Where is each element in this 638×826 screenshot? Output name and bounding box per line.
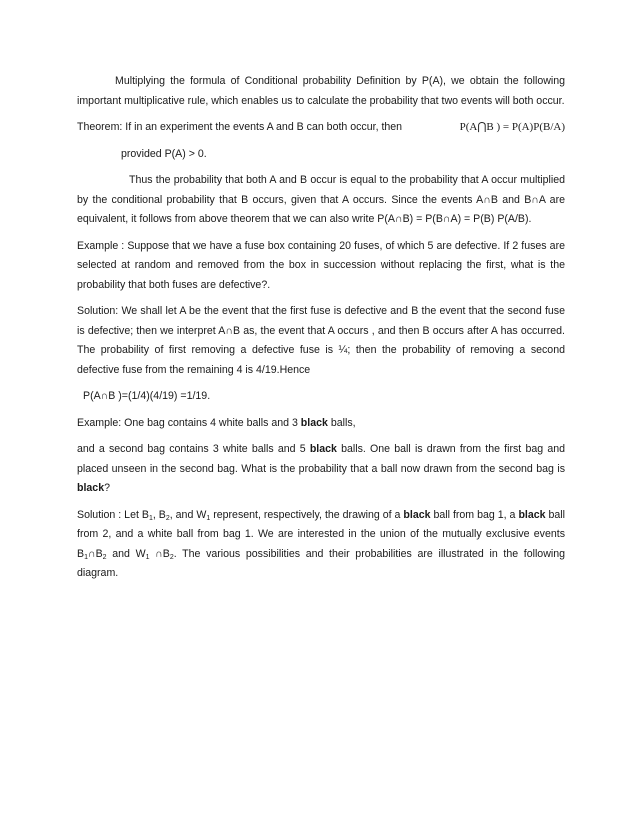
second-bag-text-a: and a second bag contains 3 white balls and 5 [77, 443, 310, 455]
second-bag-text-b: balls. One ball is drawn from the first bag and placed unseen in the second bag. What is the probability that a ball now drawn from the second bag is [77, 443, 565, 475]
example-fuse-paragraph: Example : Suppose that we have a fuse box containing 20 fuses, of which 5 are defective. If 2 fuses are selected at random and removed from the box in succession without replacing the first, what is the probability that both fuses are defective?. [77, 239, 565, 291]
sol-t8: and W [106, 547, 146, 560]
sol-t1: Solution : Let B [77, 508, 149, 521]
thus-paragraph: Thus the probability that both A and B occur is equal to the probability that A occur multiplied by the conditional probability that B occurs, given that A occurs. Since the events A∩B and B∩A are equivalent, it follows from above theorem that we can also write P(A∩B) = P(B∩A) = P(B) P(A/B). [77, 174, 565, 225]
sol-s5: 2 [102, 553, 107, 561]
sol-t4: represent, respectively, the drawing of a [210, 508, 404, 521]
solution-fuse-paragraph: Solution: We shall let A be the event that the first fuse is defective and B the event that the second fuse is defective; then we interpret A∩B as, the event that A occurs , and then B occurs after A has occurred. The probability of first removing a defective fuse is ¼; then the probability of removing a second defective fuse from the remaining 4 is 4/19.Hence [77, 305, 565, 376]
sol-s1: 1 [148, 514, 153, 522]
sol-s7: 2 [169, 553, 174, 561]
sol-t6: ball from 2, and a white ball from bag 1. We are interested in the union of the mutually exclusive events B [77, 508, 565, 560]
sol-t9: ∩B [149, 547, 170, 560]
theorem-condition: provided P(A) > 0. [121, 147, 207, 160]
sol-t2: , B [152, 508, 166, 521]
theorem-text: Theorem: If in an experiment the events A and B can both occur, then [77, 121, 403, 133]
sol-s4: 1 [84, 553, 88, 561]
example-bag-paragraph [77, 414, 565, 434]
example-bag-bold: black [300, 416, 328, 429]
second-bag-text-c: ? [104, 482, 110, 494]
sol-t3: , and W [169, 508, 207, 521]
sol-t10: . The various possibilities and their probabilities are illustrated in the following diagram. [77, 547, 565, 579]
solution-bag-paragraph [77, 506, 565, 584]
second-bag-paragraph [77, 440, 565, 499]
theorem-formula: P(A⋂B ) = P(A)P(B/A) [459, 121, 565, 133]
sol-t5: ball from bag 1, a [430, 508, 519, 521]
intro-paragraph: Multiplying the formula of Conditional probability Definition by P(A), we obtain the following important multiplicative rule, which enables us to calculate the probability that two events will both occur. [77, 75, 565, 107]
sol-s3: 1 [206, 514, 211, 522]
sol-s2: 2 [165, 514, 170, 522]
second-bag-bold-b: black [77, 482, 105, 494]
sol-bold1: black [403, 508, 431, 521]
example-bag-end: balls, [327, 416, 356, 429]
theorem-line [77, 118, 565, 138]
sol-bold2: black [518, 508, 546, 521]
example-bag-text: Example: One bag contains 4 white balls and 3 [77, 416, 301, 429]
fuse-result: P(A∩B )=(1/4)(4/19) =1/19. [83, 390, 211, 402]
sol-s6: 1 [145, 553, 150, 561]
second-bag-bold-a: black [309, 443, 337, 455]
sol-t7: ∩B [87, 547, 103, 560]
